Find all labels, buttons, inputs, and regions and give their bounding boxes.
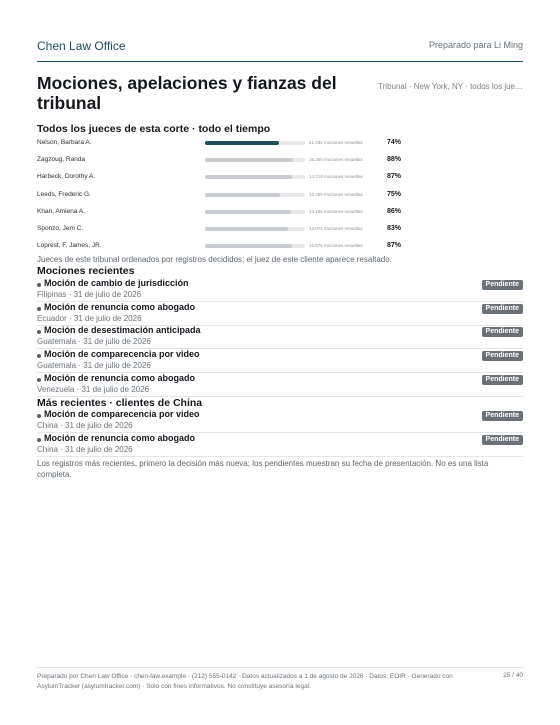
judge-count: 14.210 mociones resueltas: [309, 174, 363, 180]
motion-type: Moción de desestimación anticipada: [44, 325, 201, 335]
judge-pct: 75%: [387, 190, 402, 198]
judge-row: [37, 238, 417, 255]
motion-meta: Venezuela · 31 de julio de 2026: [37, 385, 150, 394]
status-badge: Pendiente: [482, 375, 523, 385]
judge-count: 12.576 mociones resueltas: [309, 243, 363, 249]
judge-count: 13.071 mociones resueltas: [309, 225, 363, 231]
rate-bar-fill: [205, 175, 292, 179]
motion-item: [37, 325, 523, 349]
motion-type: Moción de renuncia como abogado: [44, 302, 196, 312]
judge-pct: 74%: [387, 139, 402, 146]
judge-name: Zagzoug, Randa: [37, 156, 86, 164]
motion-type: Moción de cambio de jurisdicción: [44, 278, 189, 288]
judge-name: Khan, Amiena A.: [37, 207, 86, 215]
judge-row: [37, 204, 417, 221]
motion-type: Moción de renuncia como abogado: [44, 373, 196, 383]
judge-name: Nelson, Barbara A.: [37, 139, 92, 146]
motion-meta: Guatemala · 31 de julio de 2026: [37, 337, 151, 346]
motion-item: [37, 302, 523, 326]
judge-name: Harbeck, Dorothy A.: [37, 173, 96, 181]
rate-bar: [205, 158, 305, 162]
rate-bar-fill: [205, 227, 288, 231]
judge-count: 13.186 mociones resueltas: [309, 208, 363, 214]
motion-meta: China · 31 de julio de 2026: [37, 445, 133, 454]
motion-item: [37, 278, 523, 302]
china-note: Los registros más recientes, primero la decisión más nueva; los pendientes muestran su fecha de presentación. No es una lista completa.: [37, 459, 489, 479]
judge-pct: 87%: [387, 242, 402, 250]
motion-meta: China · 31 de julio de 2026: [37, 421, 133, 430]
page-title: Mociones, apelaciones y fianzas del tribunal: [37, 73, 337, 113]
rate-bar-fill: [205, 210, 291, 214]
rate-bar: [205, 175, 305, 179]
judges-table: [37, 135, 417, 255]
scope-label: Tribunal · New York, NY · todos los jue…: [378, 82, 523, 91]
judge-name: Leeds, Frederic G.: [37, 190, 91, 198]
judge-pct: 83%: [387, 224, 402, 232]
page-footer: [37, 667, 523, 690]
judge-count: 13.250 mociones resueltas: [309, 191, 363, 197]
judge-row: [37, 169, 417, 186]
judges-note: Jueces de este tribunal ordenados por registros decididos; el juez de este cliente aparece resaltado.: [37, 255, 392, 264]
status-badge: Pendiente: [482, 304, 523, 314]
motion-item: [37, 409, 523, 433]
judge-count: 16.350 mociones resueltas: [309, 157, 363, 163]
motion-item: [37, 373, 523, 397]
rate-bar: [205, 193, 305, 197]
motion-meta: Filipinas · 31 de julio de 2026: [37, 290, 142, 299]
motion-meta: Ecuador · 31 de julio de 2026: [37, 314, 142, 323]
china-heading: Más recientes · clientes de China: [37, 397, 203, 409]
judge-row: [37, 221, 417, 238]
bullet-icon: [37, 330, 41, 334]
judge-row: [37, 135, 417, 152]
motion-meta: Guatemala · 31 de julio de 2026: [37, 361, 151, 370]
rate-bar: [205, 141, 305, 145]
motion-item: [37, 433, 523, 457]
rate-bar-fill: [205, 141, 279, 145]
page-header: [37, 37, 523, 62]
rate-bar-fill: [205, 244, 292, 248]
judges-heading: Todos los jueces de esta corte · todo el tiempo: [37, 123, 271, 135]
bullet-icon: [37, 307, 41, 311]
motion-type: Moción de comparecencia por video: [44, 409, 200, 419]
judge-name: Loprest, F. James, JR.: [37, 242, 102, 250]
status-badge: Pendiente: [482, 327, 523, 337]
judge-name: Sponzo, Jem C.: [37, 224, 84, 232]
page-number: 25 / 40: [503, 672, 523, 679]
footer-text: Preparado por Chen Law Office · chen-law.example · (212) 555-0142 · Datos actualizados a 1 de agosto de 2026 · Datos: EOIR · Generado con AsylumTracker (asylumtracker.com) · Solo con fines informativos. No constituye asesoría legal.: [37, 673, 453, 690]
bullet-icon: [37, 283, 41, 287]
bullet-icon: [37, 438, 41, 442]
report-page: [37, 0, 523, 725]
judge-count: 21.432 mociones resueltas: [309, 140, 363, 145]
firm-name: Chen Law Office: [37, 39, 126, 53]
rate-bar-fill: [205, 193, 280, 197]
status-badge: Pendiente: [482, 351, 523, 361]
bullet-icon: [37, 414, 41, 418]
status-badge: Pendiente: [482, 411, 523, 421]
status-badge: Pendiente: [482, 435, 523, 445]
rate-bar: [205, 210, 305, 214]
motion-type: Moción de renuncia como abogado: [44, 433, 196, 443]
prepared-for: Preparado para Li Ming: [428, 40, 523, 50]
judge-pct: 88%: [387, 156, 402, 164]
judge-pct: 86%: [387, 207, 402, 215]
motion-item: [37, 349, 523, 373]
bullet-icon: [37, 378, 41, 382]
motion-type: Moción de comparecencia por video: [44, 349, 200, 359]
judge-pct: 87%: [387, 173, 402, 181]
judge-row: [37, 152, 417, 169]
rate-bar-fill: [205, 158, 293, 162]
status-badge: Pendiente: [482, 280, 523, 290]
judge-row: [37, 187, 417, 204]
rate-bar: [205, 227, 305, 231]
recent-heading: Mociones recientes: [37, 265, 135, 277]
bullet-icon: [37, 354, 41, 358]
rate-bar: [205, 244, 305, 248]
